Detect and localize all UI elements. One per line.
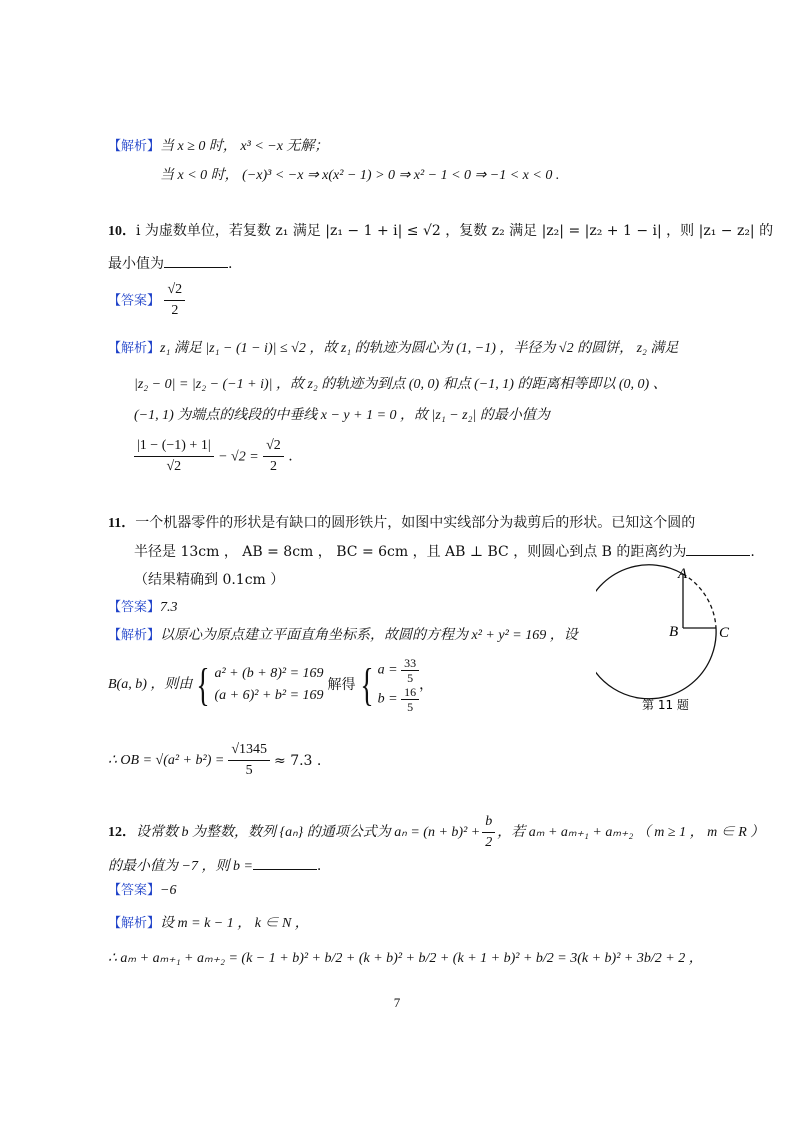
q12-analysis-line2: ∴ aₘ + aₘ₊₁ + aₘ₊₂ = (k − 1 + b)² + b/2 + (k + b)² + b/2 + (k + 1 + b)² + b/2 = 3(k + b)² + 3b/2 + 2 ， (108, 951, 703, 966)
q10-stem-line2: 最小值为 . (108, 253, 232, 274)
q10-analysis-line3: (−1, 1) 为端点的线段的中垂线 x − y + 1 = 0 ，故 |z₁ − z₂| 的最小值为 (134, 408, 550, 423)
answer-blank (686, 541, 750, 556)
q12-answer: 【答案】−6 (108, 883, 177, 898)
label-a: A (678, 566, 688, 582)
q11-stem-line1: 11．一个机器零件的形状是有缺口的圆形铁片，如图中实线部分为裁剪后的形状。已知这个圆的 (108, 515, 696, 531)
solution-system: a = $\frac{33}{5}$ b = $\frac{16}{5}$ (378, 656, 419, 714)
q11-analysis-line3: ∴ OB = √(a² + b²) = $\frac{√1345}{5}$ ≈ 7.3 . (108, 742, 322, 778)
q11-analysis-line1: 【解析】以原心为原点建立平面直角坐标系，故圆的方程为 x² + y² = 169 ，设 (108, 628, 578, 643)
q11-answer: 【答案】7.3 (108, 600, 178, 615)
q12-analysis-line1: 【解析】设 m = k − 1 ， k ∈ N ， (108, 916, 309, 931)
q10-stem-line1: 10．i 为虚数单位，若复数 z₁ 满足 |z₁ − 1 + i| ≤ √2 ，复数 z₂ 满足 |z₂| = |z₂ + 1 − i| ，则 |z₁ − z₂| 的 (108, 223, 774, 239)
label-c: C (719, 625, 730, 641)
circle-dashed-arc (683, 574, 716, 628)
q11-stem-line2: 半径是 13cm ， AB = 8cm ， BC = 6cm ，且 AB ⊥ BC ，则圆心到点 B 的距离约为 . (134, 541, 755, 562)
q12-stem-line1: 12． 设常数 b 为整数，数列 {aₙ} 的通项公式为 aₙ = (n + b)² + $\frac{b}{2}$ ，若 aₘ + aₘ₊₁ + aₘ₊₂ （ m ≥ 1 ， m ∈ R ） (108, 814, 765, 850)
q10-analysis-line1: 【解析】z₁ 满足 |z₁ − (1 − i)| ≤ √2 ，故 z₁ 的轨迹为圆心为 (1, −1) ，半径为 √2 的圆饼， z₂ 满足 (108, 341, 679, 356)
label-b: B (669, 624, 679, 640)
q11-analysis-line2: B(a, b) ，则由 { a² + (b + 8)² = 169 (a + 6)² + b² = 169 解得 { a = $\frac{33}{5}$ b = $\frac{16}{5}$ ， (108, 656, 434, 714)
q12-stem-line2: 的最小值为 −7 ，则 b = . (108, 855, 321, 877)
brace: { (359, 659, 374, 710)
q10-analysis-line4: $\frac{|1 - (-1) + 1|}{√2}$ − √2 = $\frac{√2}{2}$ . (134, 436, 293, 477)
q10-answer: 【答案】 $\frac{√2}{2}$ (108, 280, 185, 321)
q9-analysis-line1: 【解析】当 x ≥ 0 时， x³ < −x 无解； (108, 139, 329, 154)
q11-figure (596, 560, 746, 720)
brace: { (196, 659, 211, 710)
equation-system: a² + (b + 8)² = 169 (a + 6)² + b² = 169 (214, 666, 324, 703)
q11-stem-line3: （结果精确到 0.1cm ） (134, 572, 285, 588)
q9-analysis-line2: 当 x < 0 时， (−x)³ < −x ⇒ x(x² − 1) > 0 ⇒ x² − 1 < 0 ⇒ −1 < x < 0 . (160, 168, 560, 183)
answer-blank (253, 855, 317, 870)
answer-fraction: $\frac{√2}{2}$ (164, 280, 185, 321)
circle-solid-arc (596, 565, 716, 699)
page-number: 7 (393, 995, 401, 1010)
figure-caption: 第 11 题 (642, 698, 689, 712)
analysis-tag: 【解析】 (108, 139, 161, 154)
answer-blank (164, 253, 228, 268)
q10-analysis-line2: |z₂ − 0| = |z₂ − (−1 + i)| ，故 z₂ 的轨迹为到点 (0, 0) 和点 (−1, 1) 的距离相等即以 (0, 0) 、 (134, 377, 667, 392)
